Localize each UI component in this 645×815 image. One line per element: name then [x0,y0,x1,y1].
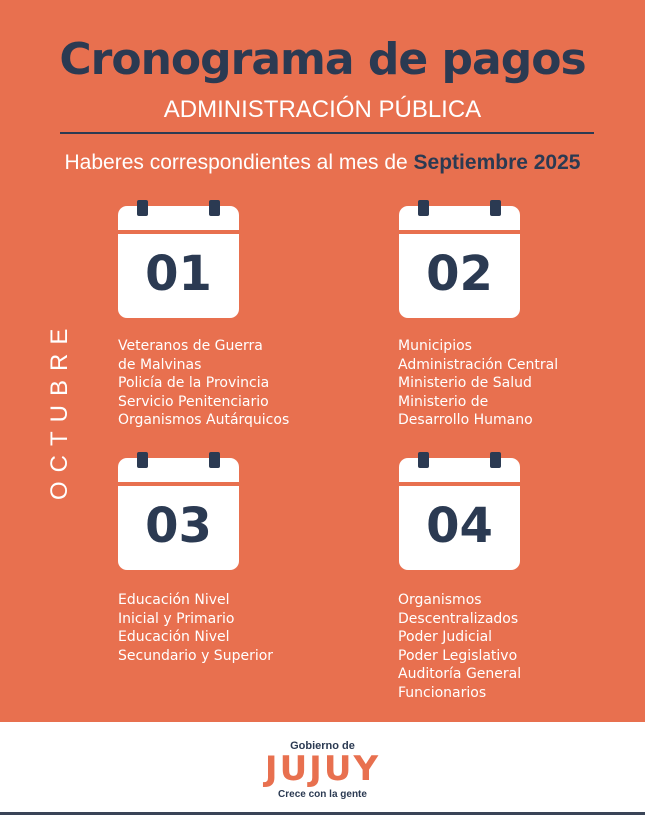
title-divider [60,132,594,134]
list-item: Auditoría General [398,666,522,683]
day-number: 01 [145,246,212,302]
list-item: Organismos Autárquicos [118,412,290,429]
list-item: Secundario y Superior [118,647,274,664]
list-item: Servicio Penitenciario [118,393,269,410]
day-number: 02 [426,246,493,302]
list-item: Veteranos de Guerra [118,338,263,354]
day-01-list [118,337,348,430]
logo-jujuy: JUJUY [264,749,381,789]
calendar-ring-left [137,452,148,468]
calendar-icon-day-02 [399,200,520,318]
period-prefix: Haberes correspondientes al mes de [64,151,414,174]
logo-government-label: Gobierno de [290,740,355,752]
day-03-list [118,591,348,665]
list-item: Funcionarios [398,684,487,701]
list-item: Poder Judicial [398,629,493,646]
page-title: Cronograma de pagos [59,34,586,85]
logo-tagline: Crece con la gente [278,789,367,800]
calendar-band [399,482,520,486]
calendar-ring-right [490,200,501,216]
calendar-icon-day-01 [118,200,239,318]
list-item: Municipios [398,338,472,354]
list-item: Descentralizados [398,610,519,627]
calendar-ring-right [209,200,220,216]
calendar-ring-left [137,200,148,216]
day-02-list [398,337,628,430]
calendar-icon-day-04 [399,452,520,570]
calendar-band [118,482,239,486]
list-item: Educación Nivel [118,629,230,646]
list-item: de Malvinas [118,356,202,373]
month-label: OCTUBRE [46,319,73,500]
page-subtitle: ADMINISTRACIÓN PÚBLICA [163,96,482,123]
day-number: 03 [145,498,212,554]
list-item: Desarrollo Humano [398,412,533,429]
period-line [0,150,645,176]
calendar-ring-left [418,452,429,468]
list-item: Ministerio de [398,393,489,410]
calendar-band [399,230,520,234]
calendar-icon-day-03 [118,452,239,570]
day-number: 04 [426,498,493,554]
list-item: Organismos [398,592,482,608]
calendar-ring-left [418,200,429,216]
list-item: Ministerio de Salud [398,375,532,392]
list-item: Educación Nivel [118,592,230,608]
calendar-ring-right [490,452,501,468]
list-item: Policía de la Provincia [118,375,270,392]
day-04-list [398,591,628,703]
period-month: Septiembre 2025 [413,151,581,174]
list-item: Poder Legislativo [398,647,518,664]
list-item: Inicial y Primario [118,610,235,627]
calendar-ring-right [209,452,220,468]
calendar-band [118,230,239,234]
list-item: Administración Central [398,356,559,373]
